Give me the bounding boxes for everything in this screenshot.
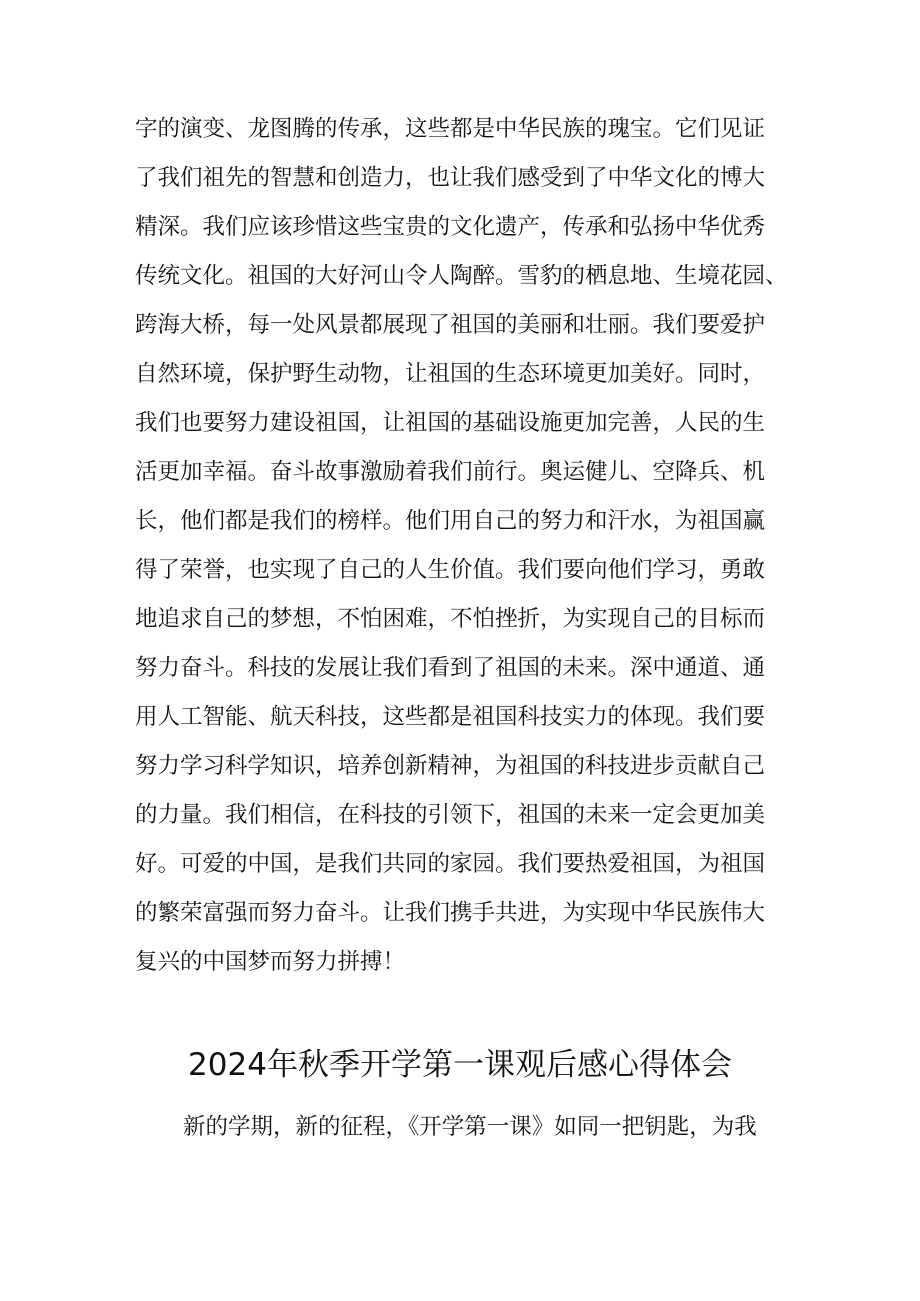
body-line: 好。可爱的中国，是我们共同的家园。我们要热爱祖国，为祖国 [135,851,766,877]
body-line: 精深。我们应该珍惜这些宝贵的文化遗产，传承和弘扬中华优秀 [135,214,766,240]
body-line: 地追求自己的梦想，不怕困难，不怕挫折，为实现自己的目标而 [135,606,766,632]
body-line: 复兴的中国梦而努力拼搏！ [135,949,406,975]
body-line: 的力量。我们相信，在科技的引领下，祖国的未来一定会更加美 [135,802,766,828]
body-line: 传统文化。祖国的大好河山令人陶醉。雪豹的栖息地、生境花园、 [135,263,788,289]
body-line: 的繁荣富强而努力奋斗。让我们携手共进，为实现中华民族伟大 [135,900,766,926]
body-line: 自然环境，保护野生动物，让祖国的生态环境更加美好。同时， [135,361,766,387]
body-line: 字的演变、龙图腾的传承，这些都是中华民族的瑰宝。它们见证 [135,116,766,142]
body-line: 了我们祖先的智慧和创造力，也让我们感受到了中华文化的博大 [135,165,766,191]
body-line: 长，他们都是我们的榜样。他们用自己的努力和汗水，为祖国赢 [135,508,766,534]
body-line: 用人工智能、航天科技，这些都是祖国科技实力的体现。我们要 [135,704,766,730]
body-line: 跨海大桥，每一处风景都展现了祖国的美丽和壮丽。我们要爱护 [135,312,766,338]
body-line: 我们也要努力建设祖国，让祖国的基础设施更加完善，人民的生 [135,410,766,436]
section-heading: 2024年秋季开学第一课观后感心得体会 [188,1047,732,1083]
intro-paragraph-line: 新的学期，新的征程，《开学第一课》如同一把钥匙，为我 [183,1114,757,1140]
body-line: 努力奋斗。科技的发展让我们看到了祖国的未来。深中通道、通 [135,655,766,681]
body-line: 努力学习科学知识，培养创新精神，为祖国的科技进步贡献自己 [135,753,766,779]
body-line: 得了荣誉，也实现了自己的人生价值。我们要向他们学习，勇敢 [135,557,766,583]
body-line: 活更加幸福。奋斗故事激励着我们前行。奥运健儿、空降兵、机 [135,459,766,485]
